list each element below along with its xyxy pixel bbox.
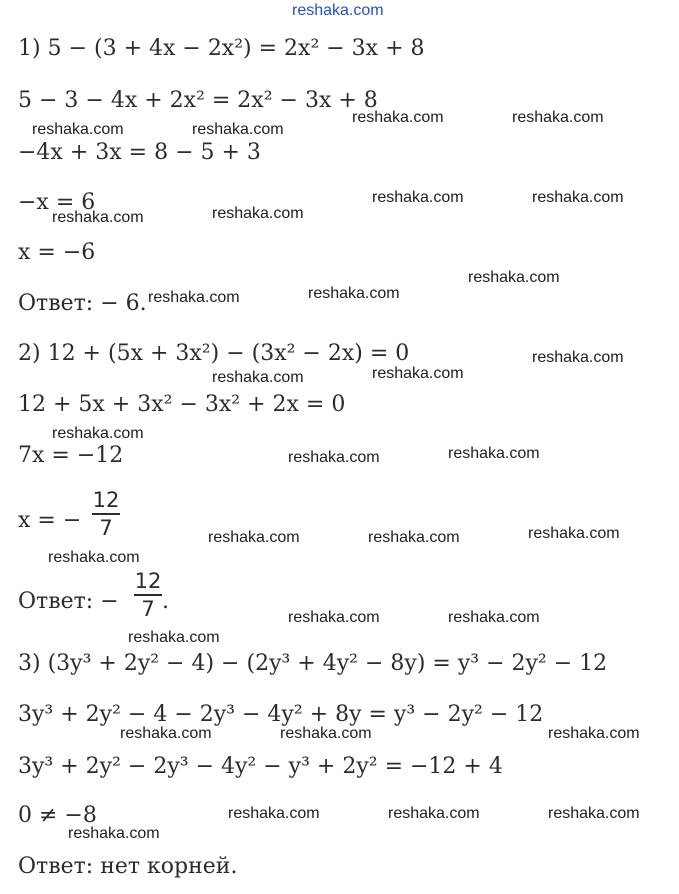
p2-step-3-prefix: x = − — [18, 508, 82, 533]
watermark: reshaka.com — [32, 121, 124, 138]
watermark: reshaka.com — [532, 349, 624, 366]
watermark: reshaka.com — [208, 529, 300, 546]
p2-answer-prefix: Ответ: − — [18, 589, 119, 614]
watermark: reshaka.com — [288, 449, 380, 466]
watermark: reshaka.com — [372, 189, 464, 206]
p3-step-1: 3y³ + 2y² − 4 − 2y³ − 4y² + 8y = y³ − 2y² − 12 — [18, 702, 544, 727]
watermark: reshaka.com — [448, 445, 540, 462]
p2-fraction — [92, 488, 120, 540]
p2-answer-period: . — [162, 589, 169, 614]
watermark: reshaka.com — [52, 209, 144, 226]
watermark: reshaka.com — [352, 109, 444, 126]
p2-equation: 2) 12 + (5x + 3x²) − (3x² − 2x) = 0 — [18, 341, 410, 366]
p1-step-4: x = −6 — [18, 240, 96, 265]
p3-step-2: 3y³ + 2y² − 2y³ − 4y² − y³ + 2y² = −12 + 4 — [18, 754, 503, 779]
p2-answer-fraction — [134, 569, 162, 621]
watermark: reshaka.com — [448, 609, 540, 626]
watermark: reshaka.com — [548, 725, 640, 742]
p3-answer: Ответ: нет корней. — [18, 854, 238, 879]
watermark: reshaka.com — [528, 525, 620, 542]
p3-equation: 3) (3y³ + 2y² − 4) − (2y³ + 4y² − 8y) = y³ − 2y² − 12 — [18, 651, 608, 676]
watermark: reshaka.com — [212, 369, 304, 386]
watermark: reshaka.com — [212, 205, 304, 222]
p2-fraction-bar — [92, 513, 120, 515]
watermark: reshaka.com — [512, 109, 604, 126]
watermark: reshaka.com — [288, 609, 380, 626]
watermark: reshaka.com — [372, 365, 464, 382]
p2-fraction-numerator: 12 — [92, 488, 120, 512]
p3-step-3: 0 ≠ −8 — [18, 803, 97, 828]
watermark: reshaka.com — [52, 425, 144, 442]
watermark: reshaka.com — [68, 825, 160, 842]
p1-step-2: −4x + 3x = 8 − 5 + 3 — [18, 140, 261, 165]
p2-answer-fraction-bar — [134, 594, 162, 596]
watermark: reshaka.com — [192, 121, 284, 138]
watermark: reshaka.com — [120, 725, 212, 742]
p2-answer-numerator: 12 — [134, 569, 162, 593]
p1-equation: 1) 5 − (3 + 4x − 2x²) = 2x² − 3x + 8 — [18, 36, 425, 61]
watermark: reshaka.com — [368, 529, 460, 546]
watermark: reshaka.com — [388, 805, 480, 822]
watermark: reshaka.com — [280, 725, 372, 742]
watermark: reshaka.com — [468, 269, 560, 286]
watermark: reshaka.com — [548, 805, 640, 822]
watermark: reshaka.com — [228, 805, 320, 822]
p1-step-3: −x = 6 — [18, 190, 96, 215]
watermark: reshaka.com — [48, 549, 140, 566]
watermark: reshaka.com — [532, 189, 624, 206]
p2-fraction-denominator: 7 — [99, 515, 113, 540]
watermark: reshaka.com — [308, 285, 400, 302]
p1-step-1: 5 − 3 − 4x + 2x² = 2x² − 3x + 8 — [18, 88, 378, 113]
watermark: reshaka.com — [128, 629, 220, 646]
watermark: reshaka.com — [148, 289, 240, 306]
p1-answer: Ответ: − 6. — [18, 291, 147, 316]
p2-step-1: 12 + 5x + 3x² − 3x² + 2x = 0 — [18, 392, 346, 417]
p2-answer-denominator: 7 — [141, 596, 155, 621]
p2-step-2: 7x = −12 — [18, 443, 124, 468]
site-header-link[interactable]: reshaka.com — [292, 2, 384, 19]
